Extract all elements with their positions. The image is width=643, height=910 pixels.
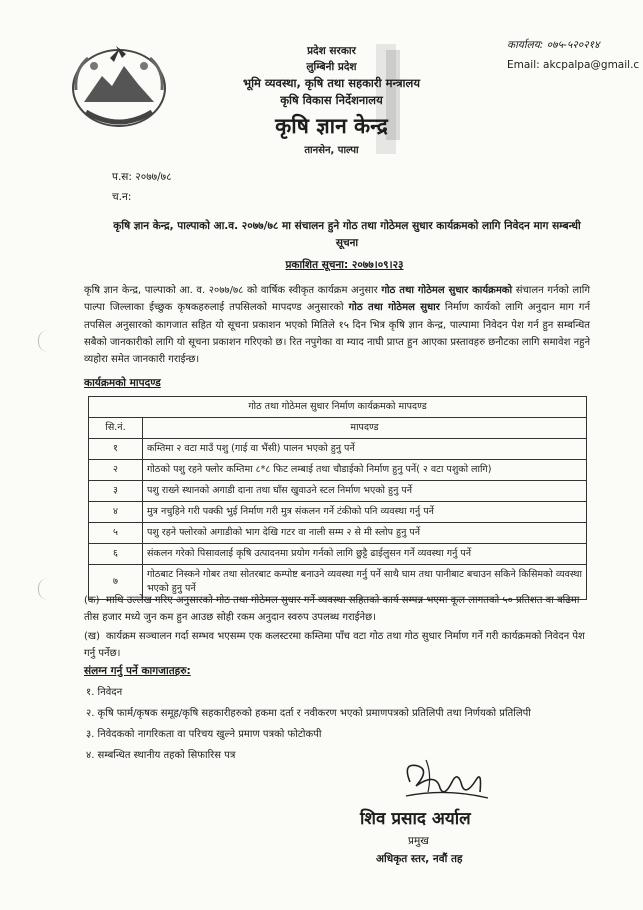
row-criteria: पशु राख्ने स्थानको अगाडी दाना तथा घाँस खुवाउने स्टल निर्माण भएको हुनु पर्ने — [143, 481, 587, 502]
office-email: Email: akcpalpa@gmail.c — [507, 59, 640, 71]
criteria-section-title: कार्यक्रमको मापदण्ड — [84, 377, 161, 389]
contact-info — [507, 38, 640, 78]
list-item: १. निवेदन — [86, 687, 123, 698]
row-criteria: मुत्र नचुहिने गरी पक्की भुई निर्माण गरी मुत्र संकलन गर्ने टंकीको पनि व्यवस्था गर्नु पर्ने — [143, 502, 587, 523]
row-sn: १ — [89, 439, 143, 460]
row-criteria: पशु रहने फ्लोरको अगाडीको भाग देखि गटर वा नाली सम्म २ से मी स्लोप हुनु पर्ने — [143, 523, 587, 544]
criteria-table — [88, 396, 587, 600]
table-row — [89, 544, 587, 565]
note-kha — [84, 628, 590, 662]
body-bold-1: गोठ तथा गोठेमल सुधार कार्यक्रमको — [381, 285, 513, 296]
notice-subject: कृषि ज्ञान केन्द्र, पाल्पाको आ.व. २०७७/७८ मा संचालन हुने गोठ तथा गोठेमल सुधार कार्यक्रमको लागि निवेदन माग सम्बन्धी सूचना — [113, 220, 581, 249]
header-line-1: प्रदेश सरकार — [307, 45, 356, 57]
body-text-1: कृषि ज्ञान केन्द्र, पाल्पाको आ. व. २०७७/७८ को वार्षिक स्वीकृत कार्यक्रम अनुसार — [84, 285, 382, 296]
signatory-rank: अधिकृत स्तर, नवौं तह — [376, 853, 463, 865]
criteria-table-title: गोठ तथा गोठेमल सुधार निर्माण कार्यक्रमको मापदण्ड — [89, 397, 587, 418]
header-office-name: कृषि ज्ञान केन्द्र — [275, 114, 388, 138]
list-item: २. कृषि फार्म/कृषक समूह/कृषि सहकारीहरुको हकमा दर्ता र नवीकरण भएको प्रमाणपत्रको प्रतिलिपी तथा निर्णयको प्रतिलिपी — [86, 708, 531, 719]
row-sn: ३ — [89, 481, 143, 502]
list-item: ३. निवेदकको नागरिकता वा परिचय खुल्ने प्रमाण पत्रको फोटोकपी — [86, 729, 322, 740]
notice-date: प्रकाशित सूचना: २०७७।०९।२३ — [285, 259, 404, 271]
body-text-3: निर्माण कार्यको लागि अनुदान माग गर्न तपसिल अनुसारको कागजात सहित यो सूचना प्रकाशन भएको मितिले १५ दिन भित्र कृषि ज्ञान केन्द्र, पाल्पामा निवेदन पेश गर्न हुन सम्बन्धित सबैको जानकारीको लागि यो सूचना प्रकाशन गरिएको छ। रित नपुगेका वा म्याद नाघी प्राप्त हुन आएका प्रस्तावहरु छनौटका लागि समावेश नहुने व्यहोरा समेत जानकारी गराईन्छ। — [84, 302, 590, 366]
row-criteria: गोठबाट निस्कने गोबर तथा सोतरबाट कम्पोष्ट बनाउने व्यवस्था गर्नु पर्ने साथै घाम तथा पानीबाट बचाउन सकिने किसिमको व्यवस्था भएको हुनु पर्ने — [143, 565, 587, 600]
row-criteria: गोठको पशु रहने फ्लोर कम्तिमा ८*८ फिट लम्बाई तथा चौडाईको निर्माण हुनु पर्ने( २ वटा पशुको लागि) — [143, 460, 587, 481]
office-phone: कार्यालय: ०७५-५२०२१४ — [507, 39, 600, 51]
col-sn-header: सि.नं. — [89, 418, 143, 439]
punch-hole-mark — [38, 330, 52, 352]
row-criteria: संकलन गरेको पिसावलाई कृषि उत्पादनमा प्रयोग गर्नको लागि छुट्टै ढाईलुसन गर्ने व्यवस्था गर्नु पर्ने — [143, 544, 587, 565]
table-row — [89, 439, 587, 460]
row-sn: २ — [89, 460, 143, 481]
row-sn: ६ — [89, 544, 143, 565]
row-sn: ७ — [89, 565, 143, 600]
documents-title: संलग्न गर्नु पर्ने कागजातहरु: — [84, 665, 191, 677]
col-criteria-header: मापदण्ड — [143, 418, 587, 439]
body-text-2: संचालन गर्नको लागि पाल्पा जिल्लाका ईच्छुक कृषकहरुलाई तपसिलको मापदण्ड अनुसारको — [84, 285, 590, 314]
notice-body — [84, 282, 590, 368]
signatory-role: प्रमुख — [408, 835, 429, 847]
row-sn: ४ — [89, 502, 143, 523]
signature-icon — [396, 752, 492, 812]
note-text: कार्यक्रम सञ्चालन गर्दा सम्भव भएसम्म एक कलस्टरमा कम्तिमा पाँच वटा गोठ तथा गोठ सुधार निर्माण गर्ने गरी कार्यक्रमको निवेदन पेश गर्नु पर्नेछ। — [84, 631, 585, 659]
header-line-2: लुम्बिनी प्रदेश — [306, 61, 357, 73]
note-label: (ख) — [84, 631, 100, 642]
row-sn: ५ — [89, 523, 143, 544]
table-row — [89, 523, 587, 544]
body-bold-2: गोठ तथा गोठेमल सुधार — [348, 302, 440, 314]
criteria-header-row — [89, 418, 587, 439]
note-text: माथि उल्लेख गरिए अनुसारको गोठ तथा गोठेमल सुधार गर्ने व्यवस्था सहितको कार्य सम्पन्न भएमा कूल लागतको ५० प्रतिशत वा बढिमा तीस हजार मध्ये जुन कम हुन आउछ सोही रकम अनुदान स्वरुप उपलब्ध गराईनेछ। — [84, 595, 580, 623]
punch-hole-mark — [38, 578, 52, 600]
dispatch-number: च.न: — [112, 191, 132, 203]
note-ka — [84, 592, 590, 626]
table-row — [89, 460, 587, 481]
signatory-name: शिव प्रसाद अर्याल — [360, 809, 471, 829]
header-location: तानसेन, पाल्पा — [304, 145, 359, 156]
list-item: ४. सम्बन्धित स्थानीय तहको सिफारिस पत्र — [86, 750, 236, 761]
note-label: (क) — [84, 595, 100, 606]
table-row — [89, 481, 587, 502]
criteria-table-title-row — [89, 397, 587, 418]
reference-number: प.स: २०७७/७८ — [112, 171, 172, 183]
row-criteria: कम्तिमा २ वटा माउँ पशु (गाई वा भैंसी) पालन भएको हुनु पर्ने — [143, 439, 587, 460]
header-directorate: कृषि विकास निर्देशनालय — [280, 93, 383, 107]
header-ministry: भूमि व्यवस्था, कृषि तथा सहकारी मन्त्रालय — [242, 76, 420, 90]
table-row — [89, 502, 587, 523]
